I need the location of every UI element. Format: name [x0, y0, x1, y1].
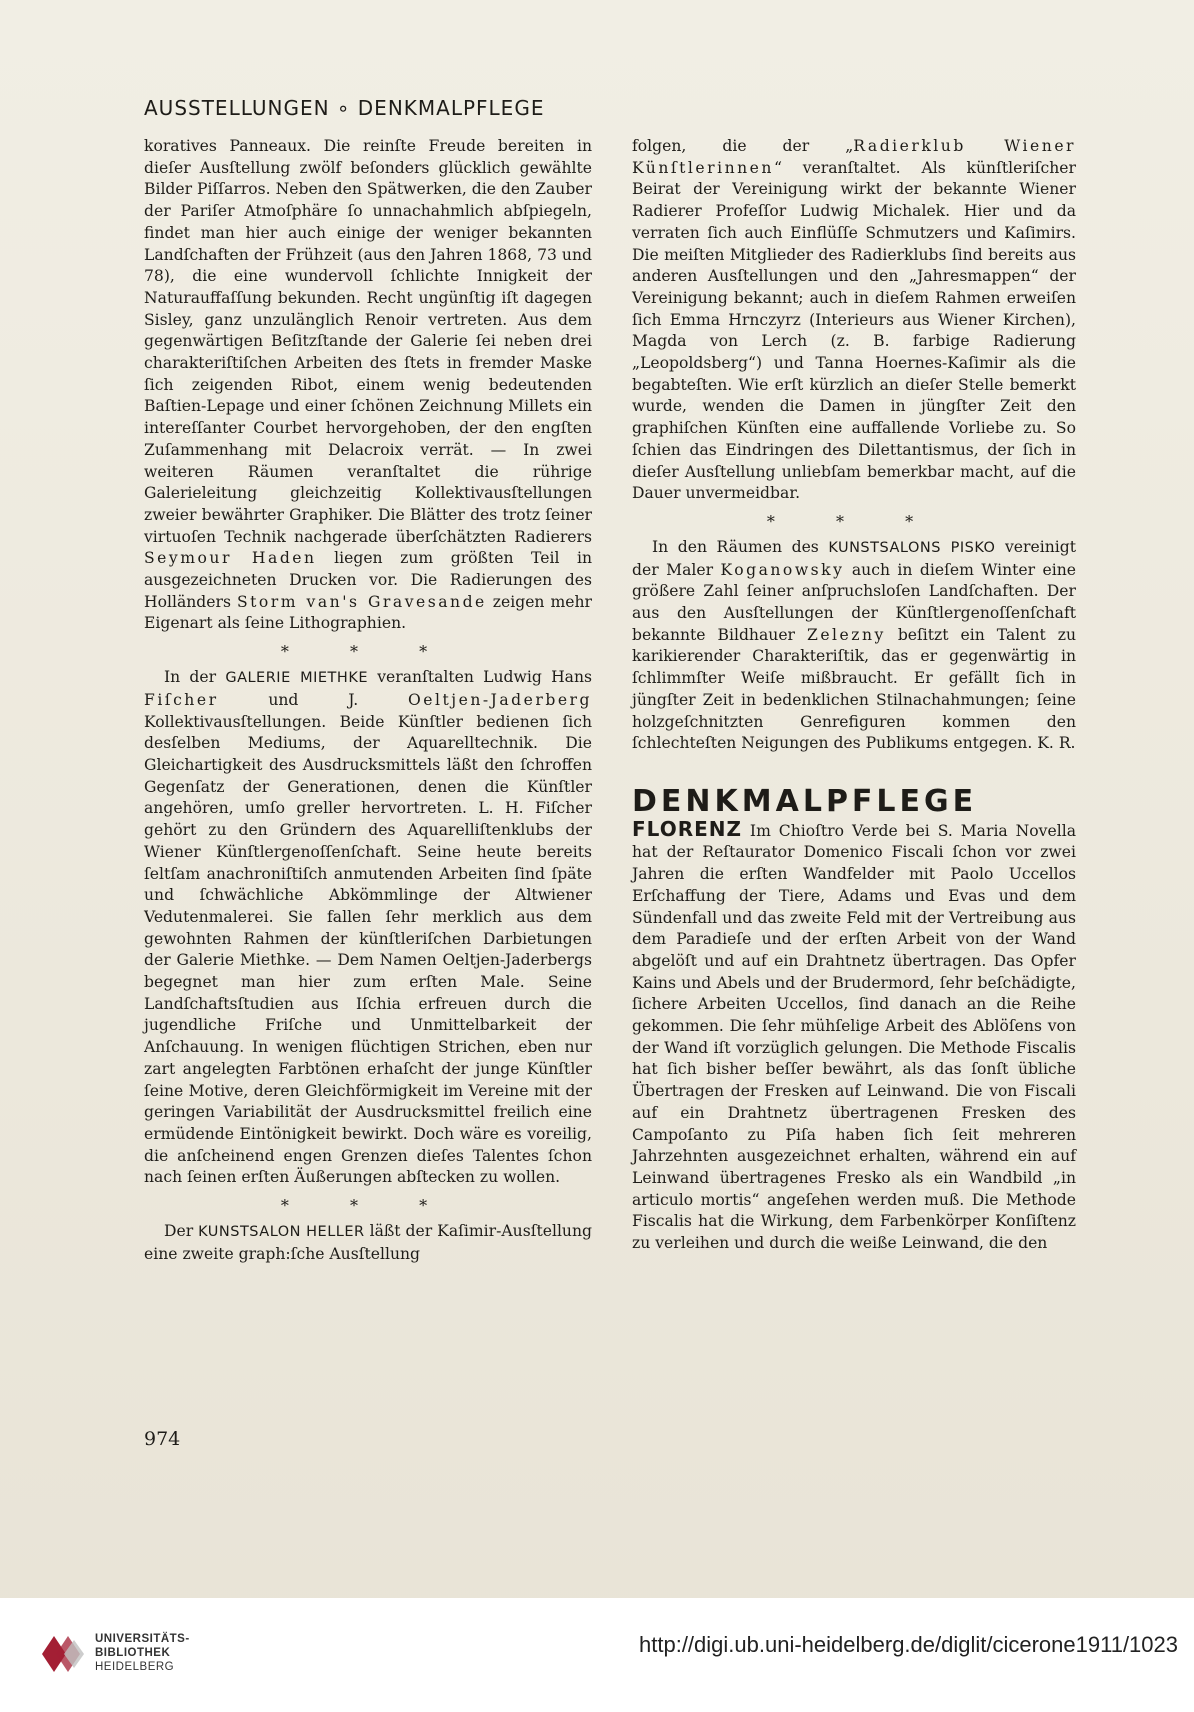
text-run: auch in dieſem Winter eine größere Zahl ſeiner anſpruchsloſen Landſchaften. Der aus den Ausſtellungen der Künſtlergenoſſenſchaft bekannte Bildhauer: [632, 560, 1076, 644]
text-run: und J.: [218, 690, 408, 709]
text-run: liegen zum größten Teil in ausgezeichneten Drucken vor. Die Radierungen des Holländers: [144, 549, 592, 611]
artist-name: Zelezny: [806, 625, 886, 644]
right-paragraph-2: [632, 537, 1076, 755]
section-separator: * * *: [280, 1196, 456, 1216]
section-heading: DENKMALPFLEGE: [632, 783, 978, 819]
text-run: läßt der Kaſimir-Ausſtellung eine zweite graph:ſche Ausſtellung: [144, 1222, 593, 1263]
left-column: [144, 136, 592, 1265]
source-url[interactable]: http://digi.ub.uni-heidelberg.de/diglit/cicerone1911/1023: [639, 1632, 1178, 1657]
right-column: [632, 136, 1076, 1255]
text-run: folgen, die der „: [632, 137, 854, 155]
gallery-name: KUNSTSALON HELLER: [198, 1224, 365, 1241]
text-run: beſitzt ein Talent zu karikierender Charakteriſtik, das er gegenwärtig in ſchlimmſter Weiſe mißbraucht. Er gefällt ſich in jüngſter Zeit in bedenklichen Stilnachahmungen; ſeine holzgeſchnitzten Genrefiguren kommen den ſchlechteſten Neigungen des Publikums entgegen. K. R.: [632, 625, 1077, 753]
text-run: zeigen mehr Eigenart als ſeine Lithographien.: [144, 592, 592, 633]
right-paragraph-3: [632, 816, 1076, 1255]
artist-name: Oeltjen-Jaderberg: [407, 690, 592, 709]
artist-name: Seymour Haden: [144, 549, 317, 568]
left-paragraph-3: [144, 1221, 592, 1265]
artist-name: Koganowsky: [720, 560, 845, 579]
gallery-name: GALERIE MIETHKE: [225, 670, 368, 687]
text-run: In den Räumen des: [652, 537, 829, 556]
text-run: Der: [164, 1222, 199, 1241]
city-heading: FLORENZ: [632, 816, 742, 841]
text-run: koratives Panneaux. Die reinſte Freude bereiten in dieſer Ausſtellung zwölf beſonders glücklich gewählte Bilder Piſſarros. Neben den Spätwerken, die den Zauber der Pariſer Atmoſphäre ſo unnachahmlich abſpiegeln, findet man hier auch einige der weniger bekannten Landſchaften der Frühzeit (aus den Jahren 1868, 73 und 78), die eine wundervoll ſchlichte Innigkeit der Naturauffaſſung bekunden. Recht ungünſtig iſt dagegen Sisley, ganz unzulänglich Renoir vertreten. Aus dem gegenwärtigen Beſitzſtande der Galerie ſei neben drei charakteriſtiſchen Arbeiten des ſtets in fremder Maske ſich zeigenden Ribot, einem wenig bedeutenden Baſtien-Lepage und einer ſchönen Zeichnung Millets ein intereſſanter Courbet hervorgehoben, der den engſten Zuſammenhang mit Delacroix verrät. — In zwei weiteren Räumen veranſtaltet die rührige Galerieleitung gleichzeitig Kollektivausſtellungen zweier bewährter Graphiker. Die Blätter des trotz ſeiner virtuoſen Technik nachgerade überſchätzten Radierers: [144, 137, 592, 546]
library-name-line: BIBLIOTHEK: [95, 1647, 171, 1659]
artist-name: Fiſcher: [144, 690, 219, 709]
text-run: In der: [164, 668, 226, 687]
text-run: vereinigt der Maler: [632, 537, 1076, 579]
library-logo-text: [95, 1632, 190, 1674]
left-paragraph-2: [144, 667, 592, 1189]
artist-name: Storm van's Gravesande: [236, 592, 487, 611]
library-logo-icon: [40, 1632, 86, 1676]
running-head: AUSSTELLUNGEN ∘ DENKMALPFLEGE: [144, 96, 545, 120]
section-separator: * * *: [280, 642, 456, 662]
page-number: 974: [144, 1428, 181, 1450]
club-name: Radierklub Wiener Künſtlerinnen: [632, 137, 1076, 177]
footer-bar: [0, 1598, 1194, 1712]
left-paragraph-1: [144, 136, 592, 635]
text-run: Kollektivausſtellungen. Beide Künſtler bedienen ſich desſelben Mediums, der Aquarelltechnik. Die Gleichartigkeit des Ausdrucksmittels läßt den ſchroffen Gegenſatz der Generationen, denen die Künſtler angehören, umſo greller hervortreten. L. H. Fiſcher gehört zu den Gründern des Aquarelliſtenklubs der Wiener Künſtlergenoſſenſchaft. Seine heute bereits ſeltſam anachroniſtiſch anmutenden Arbeiten ſind ſpäte und ſchwächliche Abkömmlinge der Altwiener Vedutenmalerei. Sie fallen ſehr merklich aus dem gewohnten Rahmen der künſtleriſchen Darbietungen der Galerie Miethke. — Dem Namen Oeltjen-Jaderbergs begegnet man hier zum erſten Male. Seine Landſchaftsſtudien aus Iſchia erfreuen durch die jugendliche Friſche und Unmittelbarkeit der Anſchauung. In wenigen flüchtigen Strichen, eben nur zart angelegten Farbtönen erhaſcht der junge Künſtler ſeine Motive, deren Gleichförmigkeit im Vereine mit der geringen Variabilität der Ausdrucksmittel freilich eine ermüdende Eintönigkeit bewirkt. Doch wäre es voreilig, die anſcheinend engen Grenzen dieſes Talentes ſchon nach ſeinen erſten Äußerungen abſtecken zu wollen.: [144, 712, 592, 1187]
library-name-line: HEIDELBERG: [95, 1661, 175, 1673]
gallery-name: KUNSTSALONS PISKO: [828, 539, 996, 556]
text-run: veranſtalten Ludwig Hans: [368, 668, 593, 687]
text-run: Im Chioſtro Verde bei S. Maria Novella hat der Reſtaurator Domenico Fiscali ſchon vor zwei Jahren die erſten Wandfelder mit Paolo Uccellos Erſchaffung der Tiere, Adams und Evas und dem Sündenfall und das zweite Feld mit der Vertreibung aus dem Paradieſe und der erſten Arbeit von der Wand abgelöſt und auf ein Drahtnetz übertragen. Das Opfer Kains und Abels und der Brudermord, ſehr beſchädigte, ſichere Arbeiten Uccellos, ſind danach an die Reihe gekommen. Die ſehr mühſelige Arbeit des Ablöſens von der Wand iſt vorzüglich gelungen. Die Methode Fiscalis hat ſich bisher beſſer bewährt, als das ſonſt übliche Übertragen der Fresken auf Leinwand. Die von Fiscali auf ein Drahtnetz übertragenen Fresken des Campoſanto zu Piſa haben ſich ſeit mehreren Jahrzehnten ausgezeichnet erhalten, während ein auf Leinwand übertragenes Fresko als ein Wandbild „in articulo mortis“ angeſehen werden muß. Die Methode Fiscalis hat die Wirkung, dem Farbenkörper Konſiſtenz zu verleihen und durch die weiße Leinwand, die den: [632, 821, 1076, 1253]
right-paragraph-1: [632, 136, 1076, 505]
section-separator: * * *: [766, 511, 942, 531]
text-run: “ veranſtaltet. Als künſtleriſcher Beirat der Vereinigung wirkt der bekannte Wiener Radierer Profeſſor Ludwig Michalek. Hier und da verraten ſich auch Einflüſſe Schmutzers und Kaſimirs. Die meiſten Mitglieder des Radierklubs ſind bereits aus anderen Ausſtellungen und den „Jahresmappen“ der Vereinigung bekannt; auch in dieſem Rahmen erweiſen ſich Emma Hrnczyrz (Interieurs aus Wiener Kirchen), Magda von Lerch (z. B. farbige Radierung „Leopoldsberg“) und Tanna Hoernes-Kaſimir als die begabteſten. Wie erſt kürzlich an dieſer Stelle bemerkt wurde, wenden die Damen in jüngſter Zeit den graphiſchen Künſten eine auffallende Vorliebe zu. So ſchien das Eindringen des Dilettantismus, der ſich in dieſer Ausſtellung unliebſam bemerkbar macht, auf die Dauer unvermeidbar.: [632, 158, 1076, 503]
library-name-line: UNIVERSITÄTS-: [95, 1633, 190, 1645]
